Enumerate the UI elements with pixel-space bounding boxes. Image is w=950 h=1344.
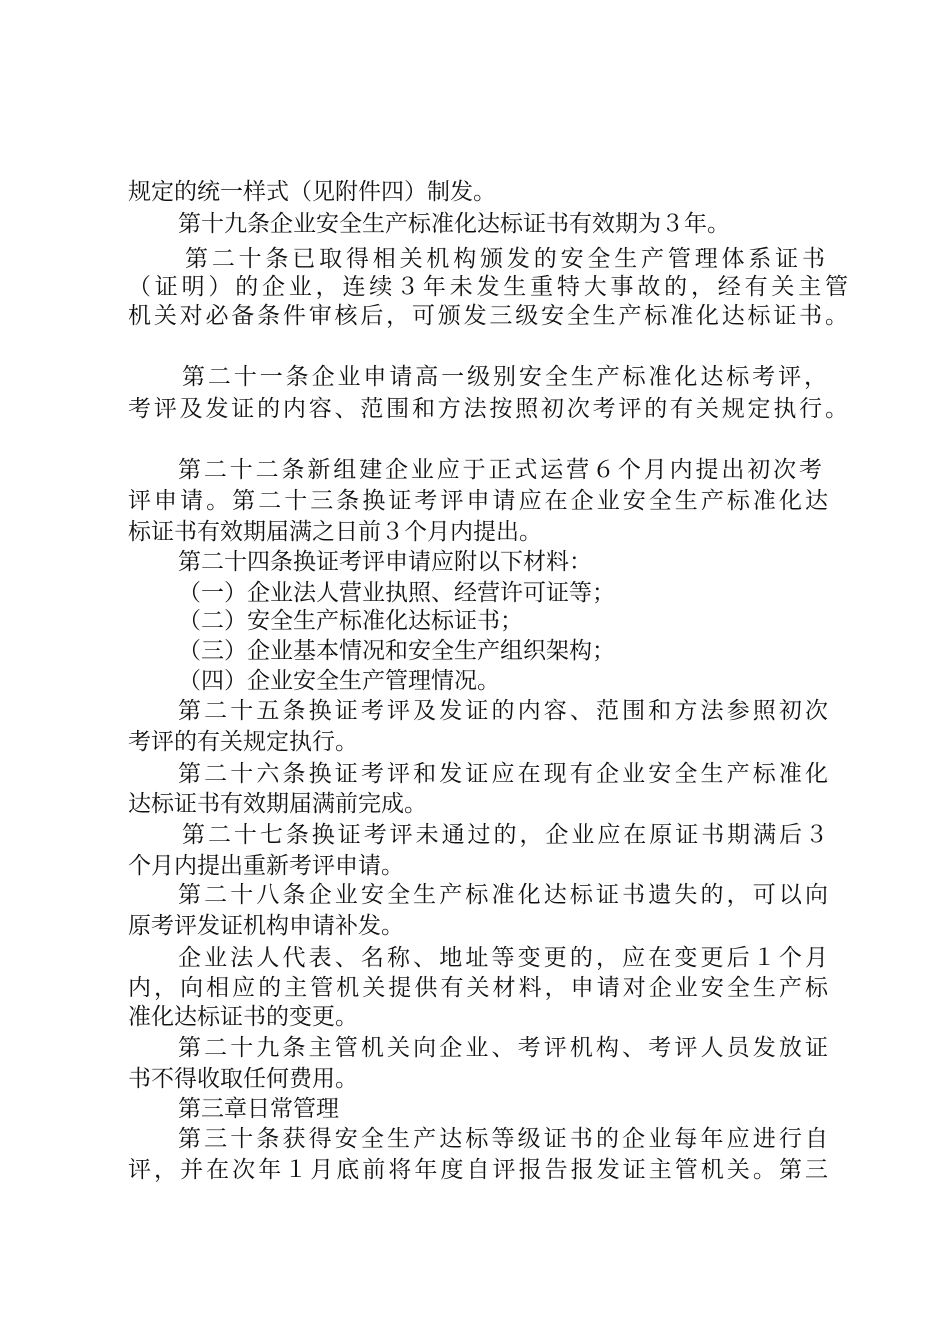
text-line: （四）企业安全生产管理情况。 (178, 668, 500, 694)
chapter-heading: 第三章日常管理 (178, 1096, 339, 1122)
text-line: 内，向相应的主管机关提供有关材料，申请对企业安全生产标 (128, 975, 828, 1001)
text-line: 考评及发证的内容、范围和方法按照初次考评的有关规定执行。 (128, 396, 848, 422)
text-line: 个月内提出重新考评申请。 (128, 853, 404, 879)
text-line: 书不得收取任何费用。 (128, 1066, 358, 1092)
text-line: 第二十九条主管机关向企业、考评机构、考评人员发放证 (178, 1035, 828, 1061)
text-line: 标证书有效期届满之日前３个月内提出。 (128, 519, 542, 545)
text-line: 企业法人代表、名称、地址等变更的，应在变更后１个月 (178, 945, 828, 971)
text-line: 考评的有关规定执行。 (128, 729, 358, 755)
text-line: 第二十五条换证考评及发证的内容、范围和方法参照初次 (178, 698, 828, 724)
text-line: 评，并在次年１月底前将年度自评报告报发证主管机关。第三 (128, 1157, 828, 1183)
text-line: 机关对必备条件审核后，可颁发三级安全生产标准化达标证书。 (128, 303, 848, 329)
text-line: 第二十二条新组建企业应于正式运营６个月内提出初次考 (178, 457, 822, 483)
text-line: （二）安全生产标准化达标证书； (178, 608, 523, 634)
text-line: 评申请。第二十三条换证考评申请应在企业安全生产标准化达 (128, 488, 828, 514)
text-line: 第十九条企业安全生产标准化达标证书有效期为３年。 (178, 211, 730, 237)
text-line: 第二十八条企业安全生产标准化达标证书遗失的，可以向 (178, 882, 828, 908)
text-line: 第二十七条换证考评未通过的，企业应在原证书期满后３ (182, 822, 828, 848)
text-line: 准化达标证书的变更。 (128, 1004, 358, 1030)
text-line: 第二十一条企业申请高一级别安全生产标准化达标考评， (182, 364, 827, 390)
text-line: 原考评发证机构申请补发。 (128, 913, 404, 939)
text-line: 第二十条已取得相关机构颁发的安全生产管理体系证书 (185, 246, 825, 272)
text-line: （三）企业基本情况和安全生产组织架构； (178, 638, 615, 664)
text-line: 第二十四条换证考评申请应附以下材料： (178, 549, 592, 575)
text-line: （一）企业法人营业执照、经营许可证等； (178, 580, 615, 606)
text-line: （证明）的企业，连续３年未发生重特大事故的，经有关主管 (128, 274, 848, 300)
text-line: 规定的统一样式（见附件四）制发。 (128, 179, 496, 205)
text-line: 达标证书有效期届满前完成。 (128, 791, 427, 817)
text-line: 第三十条获得安全生产达标等级证书的企业每年应进行自 (178, 1126, 828, 1152)
text-line: 第二十六条换证考评和发证应在现有企业安全生产标准化 (178, 761, 828, 787)
